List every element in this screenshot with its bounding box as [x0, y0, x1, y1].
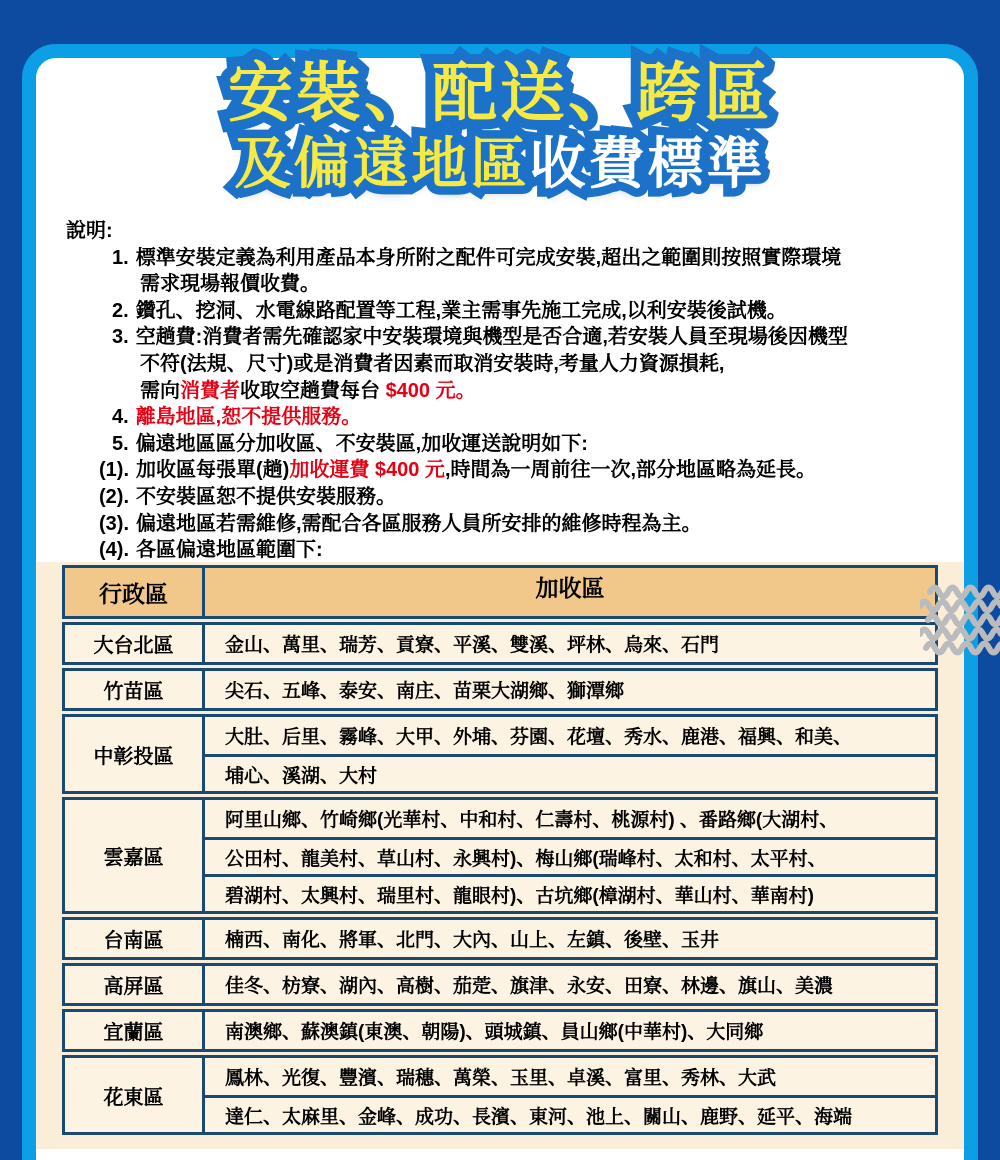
note-line: 需向消費者收取空趟費每台 $400 元。 [140, 379, 476, 402]
table-row [62, 668, 938, 711]
area-cell-line: 金山、萬里、瑞芳、貢寮、平溪、雙溪、坪林、烏來、石門 [225, 635, 720, 656]
region-cell: 雲嘉區 [65, 800, 205, 911]
notes-heading: 說明: [66, 220, 113, 242]
note-line: 2. 鑽孔、挖洞、水電線路配置等工程,業主需事先施工完成,以利安裝後試機。 [112, 299, 787, 322]
note-line: 5. 偏遠地區區分加收區、不安裝區,加收運送說明如下: [112, 432, 588, 455]
region-cell: 高屏區 [65, 966, 205, 1003]
page-title [0, 58, 1000, 195]
table-row [62, 1055, 938, 1135]
title-line2-white-text: 收費標準 收費標準 [530, 134, 766, 194]
note-line: 3. 空趟費:消費者需先確認家中安裝環境與機型是否合適,若安裝人員至現場後因機型 [112, 326, 848, 349]
header-region-cell: 行政區 [65, 568, 205, 616]
table-row [62, 1009, 938, 1052]
title-line2-yellow-text: 及偏遠地區 及偏遠地區 [235, 134, 530, 194]
region-cell: 台南區 [65, 920, 205, 957]
area-cell-line: 佳冬、枋寮、湖內、高樹、茄萣、旗津、永安、田寮、林邊、旗山、美濃 [225, 976, 834, 997]
title-line1-text: 安裝、配送、跨區 安裝、配送、跨區 [228, 58, 772, 128]
region-cell: 宜蘭區 [65, 1012, 205, 1049]
area-cell-line: 達仁、太麻里、金峰、成功、長濱、東河、池上、關山、鹿野、延平、海端 [205, 1095, 935, 1132]
table-row [62, 714, 938, 794]
note-line: (4). 各區偏遠地區範圍下: [99, 539, 323, 562]
table-row [62, 917, 938, 960]
header-area-cell: 加收區 [535, 575, 605, 601]
region-cell: 花東區 [65, 1058, 205, 1132]
area-cell-line: 公田村、龍美村、草山村、永興村)、梅山鄉(瑞峰村、太和村、太平村、 [205, 837, 935, 874]
note-line: (2). 不安裝區恕不提供安裝服務。 [99, 485, 396, 508]
table-row [62, 963, 938, 1006]
area-cell-line: 楠西、南化、將軍、北門、大內、山上、左鎮、後壁、玉井 [225, 930, 720, 951]
region-cell: 中彰投區 [65, 717, 205, 791]
area-cell-line: 大肚、后里、霧峰、大甲、外埔、芬園、花壇、秀水、鹿港、福興、和美、 [225, 727, 853, 748]
area-cell-line: 尖石、五峰、泰安、南庄、苗栗大湖鄉、獅潭鄉 [225, 681, 625, 702]
note-line: 1. 標準安裝定義為利用產品本身所附之配件可完成安裝,超出之範圍則按照實際環境 [112, 246, 842, 269]
note-line: 4. 離島地區,恕不提供服務。 [112, 406, 362, 429]
area-cell-line: 埔心、溪湖、大村 [205, 754, 935, 791]
table-header-row [62, 565, 938, 619]
note-line: 不符(法規、尺寸)或是消費者因素而取消安裝時,考量人力資源損耗, [140, 352, 725, 375]
area-cell-line: 鳳林、光復、豐濱、瑞穗、萬榮、玉里、卓溪、富里、秀林、大武 [225, 1068, 777, 1089]
table-row [62, 622, 938, 665]
remote-area-table [62, 565, 938, 1135]
title-line2 [0, 134, 1000, 194]
region-cell: 竹苗區 [65, 671, 205, 708]
area-cell-line: 阿里山鄉、竹崎鄉(光華村、中和村、仁壽村、桃源村) 、番路鄉(大湖村、 [225, 810, 839, 831]
note-line: (1). 加收區每張單(趟)加收運費 $400 元,時間為一周前往一次,部分地區略為延長。 [99, 459, 817, 482]
area-cell-line: 南澳鄉、蘇澳鎮(東澳、朝陽)、頭城鎮、員山鄉(中華村)、大同鄉 [225, 1022, 764, 1043]
notes-section [66, 218, 956, 564]
note-line: (3). 偏遠地區若需維修,需配合各區服務人員所安排的維修時程為主。 [99, 512, 702, 535]
table-row [62, 797, 938, 914]
note-line: 需求現場報價收費。 [140, 273, 320, 296]
title-line1 [0, 58, 1000, 128]
region-cell: 大台北區 [65, 625, 205, 662]
wave-lines-icon [920, 584, 1000, 656]
area-cell-line: 碧湖村、太興村、瑞里村、龍眼村)、古坑鄉(樟湖村、華山村、華南村) [205, 874, 935, 911]
